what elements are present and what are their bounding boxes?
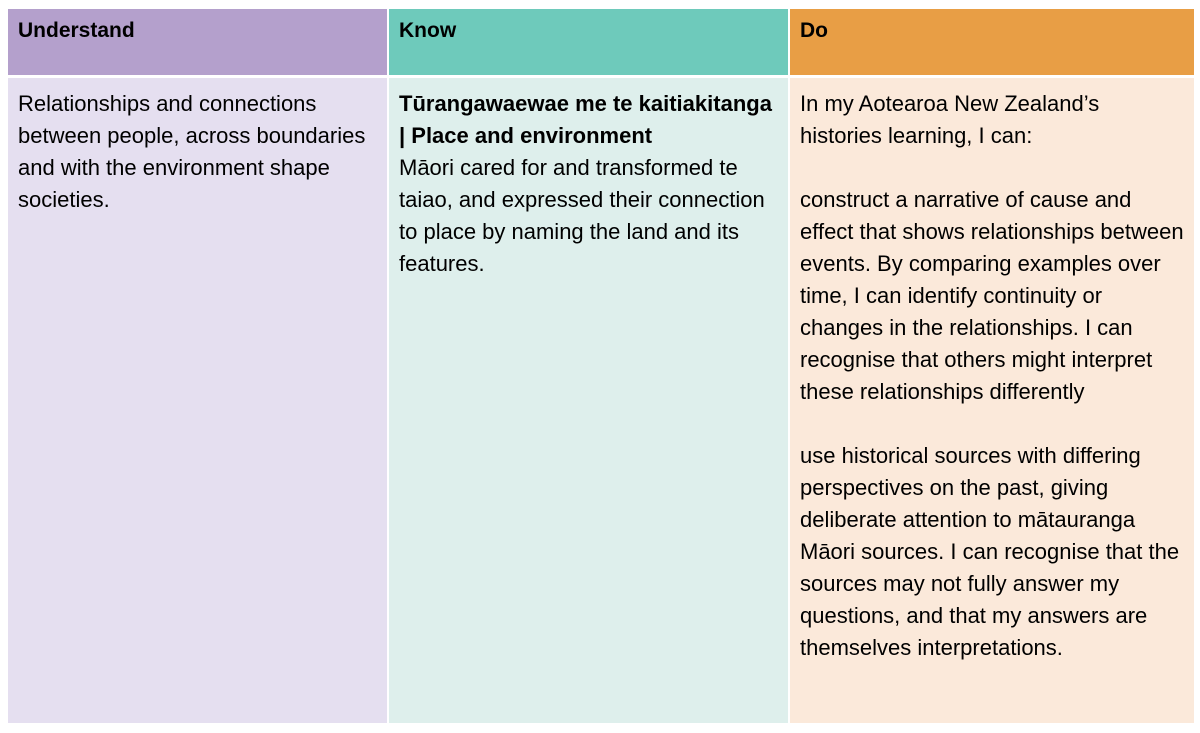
header-know <box>389 9 790 78</box>
spacer <box>800 408 1184 440</box>
header-understand-label: Understand <box>18 19 135 42</box>
header-understand <box>8 9 389 78</box>
understand-cell <box>8 78 389 725</box>
know-text: Māori cared for and transformed te taiao, and expressed their connection to place by naming the land and its features. <box>399 155 765 276</box>
do-point-2: use historical sources with differing perspectives on the past, giving deliberate attention to mātauranga Māori sources. I can recognise that the sources may not fully answer my questions, and that my answers are themselves interpretations. <box>800 443 1180 660</box>
spacer <box>800 152 1184 184</box>
know-title: Tūrangawaewae me te kaitiakitanga | Place and environment <box>399 91 772 148</box>
curriculum-table <box>8 9 1194 725</box>
do-cell <box>790 78 1194 725</box>
header-do <box>790 9 1194 78</box>
know-cell <box>389 78 790 725</box>
understand-text: Relationships and connections between people, across boundaries and with the environment shape societies. <box>18 91 366 212</box>
header-do-label: Do <box>800 19 828 42</box>
do-point-1: construct a narrative of cause and effect that shows relationships between events. By comparing examples over time, I can identify continuity or changes in the relationships. I can recognise that others might interpret these relationships differently <box>800 187 1184 404</box>
header-know-label: Know <box>399 19 457 42</box>
do-intro: In my Aotearoa New Zealand’s histories learning, I can: <box>800 91 1100 148</box>
